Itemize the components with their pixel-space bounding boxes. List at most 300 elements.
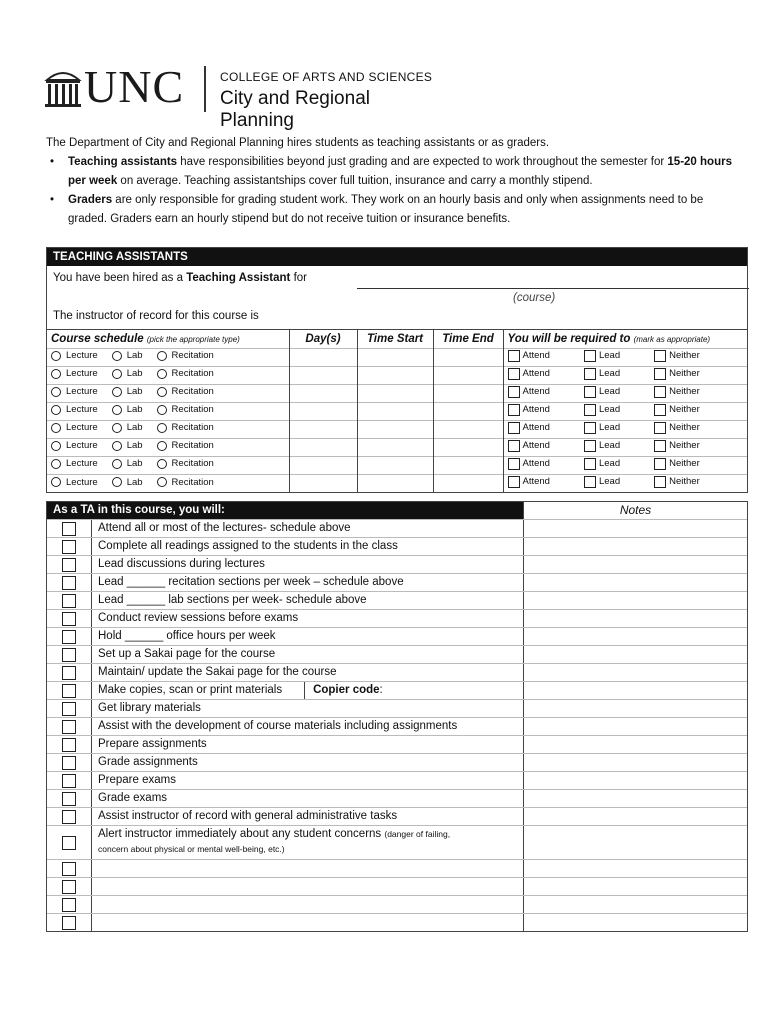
type-option-label: Lab — [126, 350, 143, 362]
required-option-neither[interactable] — [654, 458, 700, 470]
task-checkbox[interactable] — [62, 720, 76, 734]
task-checkbox[interactable] — [62, 880, 76, 894]
required-option-lead[interactable] — [584, 404, 620, 416]
task-text-cell — [91, 574, 523, 591]
radio-icon[interactable] — [112, 477, 122, 487]
radio-icon[interactable] — [112, 405, 122, 415]
type-option-recitation[interactable] — [157, 368, 214, 379]
checkbox-icon[interactable] — [654, 440, 666, 452]
required-option-label: Attend — [522, 404, 550, 415]
col-course-note: (pick the appropriate type) — [146, 334, 240, 344]
radio-icon[interactable] — [51, 423, 61, 433]
radio-icon[interactable] — [157, 405, 167, 415]
checkbox-icon[interactable] — [508, 458, 520, 470]
task-notes-cell[interactable] — [523, 718, 747, 735]
required-option-neither[interactable] — [654, 440, 700, 452]
task-checkbox[interactable] — [62, 862, 76, 876]
task-checkbox-cell — [47, 736, 91, 753]
type-option-lab[interactable] — [112, 422, 143, 433]
college-name: COLLEGE OF ARTS AND SCIENCES — [220, 70, 433, 84]
course-type-cell — [47, 384, 289, 402]
task-notes-cell[interactable] — [523, 860, 747, 877]
intro-text — [46, 134, 736, 229]
radio-icon[interactable] — [157, 441, 167, 451]
task-checkbox[interactable] — [62, 666, 76, 680]
checkbox-icon[interactable] — [654, 350, 666, 362]
days-input[interactable] — [289, 384, 357, 402]
ta-section — [46, 247, 748, 493]
task-checkbox[interactable] — [62, 898, 76, 912]
time-end-input[interactable] — [433, 438, 503, 456]
radio-icon[interactable] — [157, 423, 167, 433]
task-text-cell — [91, 808, 523, 825]
schedule-row — [47, 402, 747, 420]
checkbox-icon[interactable] — [584, 386, 596, 398]
required-option-label: Neither — [669, 386, 700, 397]
required-option-label: Attend — [522, 368, 550, 379]
checkbox-icon[interactable] — [654, 476, 666, 488]
days-input[interactable] — [289, 474, 357, 492]
alert-task-note-2: concern about physical or mental well-being, etc.) — [98, 844, 285, 854]
required-cell — [503, 402, 747, 420]
notes-header: Notes — [523, 502, 747, 519]
type-option-label: Lecture — [66, 476, 98, 488]
task-label: Prepare exams — [98, 774, 176, 786]
task-row — [47, 699, 747, 717]
task-notes-cell[interactable] — [523, 664, 747, 681]
required-option-label: Lead — [598, 476, 621, 488]
type-option-label: Lecture — [66, 422, 98, 434]
task-checkbox[interactable] — [62, 612, 76, 626]
task-notes-cell[interactable] — [523, 700, 747, 717]
task-text-cell — [91, 610, 523, 627]
checkbox-icon[interactable] — [508, 404, 520, 416]
required-cell — [503, 438, 747, 456]
radio-icon[interactable] — [112, 351, 122, 361]
task-row — [47, 895, 747, 913]
days-input[interactable] — [289, 366, 357, 384]
task-text-cell — [91, 700, 523, 717]
time-start-input[interactable] — [357, 384, 433, 402]
type-option-label: Lecture — [66, 368, 98, 380]
bullet1-text1: have responsibilities beyond just grading and are expected to work throughout the semester for — [177, 156, 668, 168]
type-option-lab[interactable] — [112, 368, 143, 379]
checkbox-icon[interactable] — [654, 368, 666, 380]
required-option-lead[interactable] — [584, 386, 620, 398]
type-option-label: Lab — [126, 368, 143, 380]
required-option-label: Neither — [669, 440, 700, 451]
radio-icon[interactable] — [157, 477, 167, 487]
course-input-line[interactable] — [357, 288, 749, 289]
course-type-cell — [47, 420, 289, 438]
time-start-input[interactable] — [357, 366, 433, 384]
task-text-cell — [91, 538, 523, 555]
task-notes-cell[interactable] — [523, 610, 747, 627]
radio-icon[interactable] — [112, 441, 122, 451]
time-start-input[interactable] — [357, 402, 433, 420]
required-option-lead[interactable] — [584, 458, 620, 470]
unc-logo — [44, 61, 444, 131]
hired-text — [53, 272, 307, 284]
task-text-cell — [91, 914, 523, 931]
task-notes-cell[interactable] — [523, 808, 747, 825]
task-notes-cell[interactable] — [523, 538, 747, 555]
checkbox-icon[interactable] — [508, 440, 520, 452]
task-checkbox-cell — [47, 628, 91, 645]
required-option-attend[interactable] — [508, 440, 550, 452]
required-option-label: Neither — [669, 404, 700, 415]
required-option-label: Neither — [669, 422, 700, 433]
task-checkbox[interactable] — [62, 916, 76, 930]
schedule-row — [47, 384, 747, 402]
task-checkbox-cell — [47, 700, 91, 717]
task-checkbox[interactable] — [62, 774, 76, 788]
required-cell — [503, 348, 747, 366]
type-option-label: Lab — [126, 422, 143, 434]
radio-icon[interactable] — [157, 369, 167, 379]
type-option-label: Recitation — [171, 368, 214, 380]
task-checkbox[interactable] — [62, 540, 76, 554]
checkbox-icon[interactable] — [584, 422, 596, 434]
time-end-input[interactable] — [433, 474, 503, 492]
type-option-label: Lecture — [66, 404, 98, 416]
required-option-label: Neither — [669, 476, 700, 488]
required-option-lead[interactable] — [584, 440, 620, 452]
schedule-row — [47, 474, 747, 492]
time-start-input[interactable] — [357, 456, 433, 474]
bullet-graders — [46, 191, 736, 229]
col-days: Day(s) — [289, 330, 357, 348]
radio-icon[interactable] — [51, 369, 61, 379]
task-text-cell — [91, 826, 523, 859]
time-start-input[interactable] — [357, 348, 433, 366]
checkbox-icon[interactable] — [654, 422, 666, 434]
task-text-cell — [91, 736, 523, 753]
task-notes-cell[interactable] — [523, 878, 747, 895]
time-end-input[interactable] — [433, 402, 503, 420]
time-end-input[interactable] — [433, 366, 503, 384]
task-checkbox[interactable] — [62, 630, 76, 644]
days-input[interactable] — [289, 402, 357, 420]
time-end-input[interactable] — [433, 348, 503, 366]
required-option-attend[interactable] — [508, 350, 550, 362]
required-option-attend[interactable] — [508, 386, 550, 398]
unc-wordmark: UNC — [84, 61, 185, 112]
checkbox-icon[interactable] — [508, 422, 520, 434]
task-checkbox[interactable] — [62, 792, 76, 806]
task-text-cell — [91, 682, 523, 699]
task-row — [47, 825, 747, 859]
radio-icon[interactable] — [51, 459, 61, 469]
required-option-label: Lead — [598, 386, 621, 397]
type-option-recitation[interactable] — [157, 350, 214, 361]
type-option-lab[interactable] — [112, 458, 143, 469]
task-checkbox[interactable] — [62, 738, 76, 752]
copier-code-field[interactable] — [304, 682, 383, 699]
checkbox-icon[interactable] — [654, 404, 666, 416]
task-label: Attend all or most of the lectures- schedule above — [98, 522, 351, 534]
checkbox-icon[interactable] — [508, 368, 520, 380]
checkbox-icon[interactable] — [508, 350, 520, 362]
task-row — [47, 807, 747, 825]
radio-icon[interactable] — [112, 387, 122, 397]
task-text-cell — [91, 878, 523, 895]
task-label: Complete all readings assigned to the students in the class — [98, 540, 398, 552]
radio-icon[interactable] — [157, 387, 167, 397]
checkbox-icon[interactable] — [654, 458, 666, 470]
task-checkbox[interactable] — [62, 558, 76, 572]
old-well-icon — [44, 68, 82, 108]
type-option-label: Lecture — [66, 458, 98, 470]
task-notes-cell[interactable] — [523, 896, 747, 913]
required-option-label: Attend — [522, 440, 550, 451]
required-option-lead[interactable] — [584, 422, 620, 434]
task-checkbox-cell — [47, 914, 91, 931]
task-checkbox-cell — [47, 592, 91, 609]
task-notes-cell[interactable] — [523, 914, 747, 931]
task-checkbox[interactable] — [62, 576, 76, 590]
course-type-cell — [47, 366, 289, 384]
time-end-input[interactable] — [433, 420, 503, 438]
checkbox-icon[interactable] — [584, 350, 596, 362]
task-notes-cell[interactable] — [523, 826, 747, 859]
task-label: Get library materials — [98, 702, 201, 714]
required-option-neither[interactable] — [654, 368, 700, 380]
required-option-label: Attend — [522, 422, 550, 433]
required-option-label: Lead — [598, 440, 621, 451]
task-label: Maintain/ update the Sakai page for the course — [98, 666, 337, 678]
type-option-lab[interactable] — [112, 440, 143, 451]
task-notes-cell[interactable] — [523, 736, 747, 753]
type-option-label: Recitation — [171, 386, 214, 398]
task-label: Assist instructor of record with general administrative tasks — [98, 810, 398, 822]
col-time-end: Time End — [433, 330, 503, 348]
task-text-cell — [91, 664, 523, 681]
task-row — [47, 555, 747, 573]
required-option-label: Lead — [598, 368, 621, 379]
checkbox-icon[interactable] — [584, 368, 596, 380]
task-checkbox-cell — [47, 574, 91, 591]
bullet2-bold: Graders — [68, 194, 113, 206]
task-checkbox[interactable] — [62, 684, 76, 698]
task-notes-cell[interactable] — [523, 772, 747, 789]
required-option-neither[interactable] — [654, 386, 700, 398]
task-label: Conduct review sessions before exams — [98, 612, 299, 624]
radio-icon[interactable] — [112, 423, 122, 433]
intro-lead: The Department of City and Regional Planning hires students as teaching assistants or as graders. — [46, 137, 550, 149]
bullet-teaching-assistants — [46, 153, 736, 191]
course-type-cell — [47, 474, 289, 492]
task-label: Lead ______ lab sections per week- schedule above — [98, 594, 367, 606]
required-option-attend[interactable] — [508, 404, 550, 416]
time-start-input[interactable] — [357, 474, 433, 492]
time-end-input[interactable] — [433, 384, 503, 402]
type-option-lecture[interactable] — [51, 458, 98, 469]
checkbox-icon[interactable] — [584, 458, 596, 470]
time-start-input[interactable] — [357, 420, 433, 438]
task-checkbox-cell — [47, 610, 91, 627]
checkbox-icon[interactable] — [584, 440, 596, 452]
radio-icon[interactable] — [51, 387, 61, 397]
type-option-label: Lecture — [66, 440, 98, 452]
task-checkbox-cell — [47, 860, 91, 877]
task-label: Hold ______ office hours per week — [98, 630, 276, 642]
task-text-cell — [91, 556, 523, 573]
col-course-schedule — [47, 330, 289, 348]
radio-icon[interactable] — [51, 441, 61, 451]
required-option-attend[interactable] — [508, 422, 550, 434]
required-cell — [503, 384, 747, 402]
task-notes-cell[interactable] — [523, 628, 747, 645]
type-option-label: Lab — [126, 404, 143, 416]
required-option-lead[interactable] — [584, 368, 620, 380]
radio-icon[interactable] — [157, 351, 167, 361]
tasks-section — [46, 501, 748, 932]
type-option-label: Recitation — [171, 458, 214, 470]
task-checkbox-cell — [47, 520, 91, 537]
time-end-input[interactable] — [433, 456, 503, 474]
type-option-label: Recitation — [171, 422, 214, 434]
task-row — [47, 859, 747, 877]
checkbox-icon[interactable] — [584, 476, 596, 488]
checkbox-icon[interactable] — [584, 404, 596, 416]
task-checkbox[interactable] — [62, 648, 76, 662]
copier-code-label: Copier code — [313, 684, 380, 696]
task-row — [47, 663, 747, 681]
radio-icon[interactable] — [112, 459, 122, 469]
type-option-lecture[interactable] — [51, 422, 98, 433]
task-notes-cell[interactable] — [523, 556, 747, 573]
task-label: Make copies, scan or print materials — [98, 684, 283, 696]
type-option-label: Recitation — [171, 350, 214, 362]
type-option-recitation[interactable] — [157, 458, 214, 469]
bullet1-bold2: 15-20 hours per week — [68, 156, 732, 187]
type-option-label: Recitation — [171, 440, 214, 452]
task-text-cell — [91, 628, 523, 645]
type-option-lab[interactable] — [112, 404, 143, 415]
col-course-label: Course schedule — [51, 332, 144, 345]
task-checkbox[interactable] — [62, 836, 76, 850]
task-checkbox[interactable] — [62, 810, 76, 824]
type-option-recitation[interactable] — [157, 404, 214, 415]
required-option-neither[interactable] — [654, 404, 700, 416]
required-option-neither[interactable] — [654, 476, 700, 488]
type-option-lecture[interactable] — [51, 350, 98, 361]
task-label: Prepare assignments — [98, 738, 207, 750]
task-checkbox[interactable] — [62, 594, 76, 608]
checkbox-icon[interactable] — [654, 386, 666, 398]
task-row — [47, 877, 747, 895]
time-start-input[interactable] — [357, 438, 433, 456]
task-notes-cell[interactable] — [523, 592, 747, 609]
type-option-label: Lab — [126, 476, 143, 488]
days-input[interactable] — [289, 348, 357, 366]
task-notes-cell[interactable] — [523, 574, 747, 591]
type-option-label: Lecture — [66, 386, 98, 398]
radio-icon[interactable] — [157, 459, 167, 469]
checkbox-icon[interactable] — [508, 476, 520, 488]
course-type-cell — [47, 438, 289, 456]
required-option-label: Attend — [522, 458, 550, 469]
radio-icon[interactable] — [51, 477, 61, 487]
required-option-lead[interactable] — [584, 350, 620, 362]
type-option-lecture[interactable] — [51, 440, 98, 451]
task-text-cell — [91, 860, 523, 877]
col-required — [503, 330, 747, 348]
task-checkbox-cell — [47, 646, 91, 663]
type-option-lab[interactable] — [112, 350, 143, 361]
schedule-row — [47, 366, 747, 384]
task-notes-cell[interactable] — [523, 682, 747, 699]
task-row — [47, 537, 747, 555]
required-option-attend[interactable] — [508, 458, 550, 470]
type-option-lab[interactable] — [112, 386, 143, 397]
required-option-label: Neither — [669, 350, 700, 361]
department-name: City and Regional Planning — [220, 88, 370, 131]
hired-row — [47, 266, 747, 330]
type-option-lecture[interactable] — [51, 368, 98, 379]
course-type-cell — [47, 402, 289, 420]
radio-icon[interactable] — [51, 405, 61, 415]
task-checkbox-cell — [47, 808, 91, 825]
task-notes-cell[interactable] — [523, 754, 747, 771]
task-checkbox-cell — [47, 718, 91, 735]
days-input[interactable] — [289, 438, 357, 456]
days-input[interactable] — [289, 420, 357, 438]
required-cell — [503, 420, 747, 438]
task-row — [47, 519, 747, 537]
task-label: Lead discussions during lectures — [98, 558, 265, 570]
type-option-label: Recitation — [171, 404, 214, 416]
required-option-attend[interactable] — [508, 476, 550, 488]
type-option-recitation[interactable] — [157, 422, 214, 433]
task-notes-cell[interactable] — [523, 790, 747, 807]
required-option-neither[interactable] — [654, 350, 700, 362]
checkbox-icon[interactable] — [508, 386, 520, 398]
task-checkbox[interactable] — [62, 522, 76, 536]
task-notes-cell[interactable] — [523, 520, 747, 537]
required-option-label: Lead — [598, 458, 621, 469]
required-option-lead[interactable] — [584, 476, 620, 488]
radio-icon[interactable] — [51, 351, 61, 361]
type-option-recitation[interactable] — [157, 477, 214, 488]
required-option-attend[interactable] — [508, 368, 550, 380]
task-checkbox[interactable] — [62, 702, 76, 716]
type-option-label: Lab — [126, 458, 143, 470]
schedule-row — [47, 348, 747, 366]
type-option-lab[interactable] — [112, 477, 143, 488]
type-option-lecture[interactable] — [51, 404, 98, 415]
task-label: Grade exams — [98, 792, 168, 804]
task-label: Assist with the development of course materials including assignments — [98, 720, 458, 732]
type-option-lecture[interactable] — [51, 386, 98, 397]
task-text-cell — [91, 520, 523, 537]
radio-icon[interactable] — [112, 369, 122, 379]
task-notes-cell[interactable] — [523, 646, 747, 663]
task-checkbox[interactable] — [62, 756, 76, 770]
task-text-cell — [91, 790, 523, 807]
type-option-recitation[interactable] — [157, 386, 214, 397]
required-option-neither[interactable] — [654, 422, 700, 434]
hired-bold: Teaching Assistant — [186, 272, 291, 284]
days-input[interactable] — [289, 456, 357, 474]
alert-task-note-1: (danger of failing, — [384, 829, 451, 839]
type-option-lecture[interactable] — [51, 477, 98, 488]
course-type-cell — [47, 348, 289, 366]
task-row — [47, 717, 747, 735]
required-option-label: Neither — [669, 458, 700, 469]
type-option-recitation[interactable] — [157, 440, 214, 451]
